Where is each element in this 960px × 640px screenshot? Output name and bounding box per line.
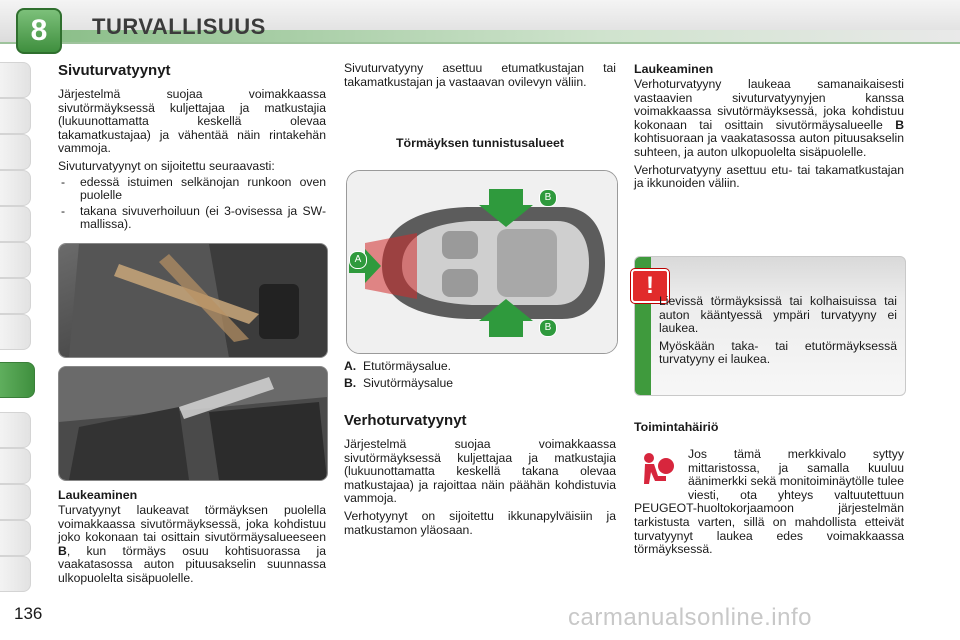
side-tab-8[interactable] [0, 314, 31, 350]
warning-para2: Myöskään taka- tai etutörmäyksessä turvatyyny ei laukea. [659, 338, 897, 367]
warning-text [659, 295, 897, 367]
col1-para2: Sivuturvatyynyt on sijoitettu seuraavasti: [58, 158, 275, 173]
col1-deploy-text [58, 504, 326, 586]
col1-para1: Järjestelmä suojaa voimakkaassa sivutörmäyksessä kuljettajaa ja matkustajia (lukuunottamatta keskellä olevaa takamatkustajaa) ja vähentää näin rintakehän vammoja. [58, 87, 326, 156]
side-tab-11[interactable] [0, 448, 31, 484]
watermark: carmanualsonline.info [568, 604, 812, 631]
side-tab-14[interactable] [0, 556, 31, 592]
warning-box [634, 256, 906, 396]
col3-subheading: Laukeaminen [634, 62, 714, 76]
side-tab-1[interactable] [0, 62, 31, 98]
col1-text [58, 88, 326, 234]
diagram-title: Törmäyksen tunnistusalueet [395, 136, 564, 150]
placement-list [58, 176, 326, 232]
list-item: - edessä istuimen selkänojan runkoon oven puolelle [58, 176, 326, 203]
marker-b-top: B [539, 189, 557, 207]
side-tab-13[interactable] [0, 520, 31, 556]
col3-subheading-malfunction: Toimintahäiriö [634, 420, 719, 434]
legend-item-b: B. Sivutörmäysalue [344, 375, 454, 390]
side-tab-3[interactable] [0, 134, 31, 170]
marker-a: A [349, 251, 367, 269]
col3-malfunction-text [634, 448, 904, 557]
side-tab-active[interactable] [0, 362, 35, 398]
impact-zone-diagram [346, 170, 618, 354]
col3-para2: Verhoturvatyyny asettuu etu- tai takamatkustajan ja ikkunoiden väliin. [634, 162, 904, 191]
col3-para3: Jos tämä merkkivalo syttyy mittaristossa, ja samalla kuuluu äänimerkki sekä monitoiminäytölle tulee viesti, ota yhteys valtuutettuun PEUGEOT-huoltokorjaamoon järjestelmän tarkistusta varten, sillä on mahdollista etteivät turvatyynyt laukea edes voimakkaassa törmäyksessä. [634, 447, 904, 557]
col3-para1: Verhoturvatyyny laukeaa samanaikaisesti vastaavien sivuturvatyynyjen kanssa voimakkaassa sivutörmäyksessä, joka kohdistuu kokonaan tai osittain sivutörmäysalueelle B kohtisuoraan ja vaakatasossa auton pituusakselin suhteen, ja auton ulkopuolelta sisäpuolelle. [634, 77, 904, 159]
col1-para3: Turvatyynyt laukeavat törmäyksen puolella voimakkaassa sivutörmäyksessä, joka kohdistuu joko kokonaan tai osittain sivutörmäysalueeseen B, kun törmäys osuu kohtisuorassa ja vaakatasossa auton pituusakselin suunnassa ulkopuolelta sisäpuolelle. [58, 503, 326, 585]
chapter-badge: 8 [16, 8, 62, 54]
side-tab-5[interactable] [0, 206, 31, 242]
marker-b-bottom: B [539, 319, 557, 337]
col2-curtain-text [344, 438, 616, 537]
page-number: 136 [14, 604, 43, 623]
side-tab-6[interactable] [0, 242, 31, 278]
list-item: - takana sivuverhoiluun (ei 3-ovisessa ja SW-mallissa). [58, 205, 326, 232]
col1-subheading: Laukeaminen [58, 488, 138, 502]
side-tab-4[interactable] [0, 170, 31, 206]
section-heading-curtain-airbags: Verhoturvatyynyt [344, 412, 467, 429]
side-airbag-seat-photo [58, 243, 328, 358]
side-tab-10[interactable] [0, 412, 31, 448]
warning-icon: ! [631, 269, 669, 303]
col2-para2: Järjestelmä suojaa voimakkaassa sivutörmäyksessä kuljettajaa ja matkustajia (lukuunottamatta keskellä takana olevaa matkustajaa) ja rajoittaa näin päähän kohdistuvia vammoja. [344, 437, 616, 506]
page-title: TURVALLISUUS [92, 14, 266, 39]
col2-para3: Verhotyynyt on sijoitettu ikkunapylväisiin ja matkustamon yläosaan. [344, 508, 616, 537]
col2-intro: Sivuturvatyyny asettuu etumatkustajan tai takamatkustajan ja vastaavan ovilevyn väliin. [344, 61, 616, 89]
col3-deploy-text [634, 78, 904, 191]
side-tab-7[interactable] [0, 278, 31, 314]
curtain-airbag-interior-photo [58, 366, 328, 481]
warning-para1: Lievissä törmäyksissä tai kolhaisuissa tai auton kääntyessä ympäri turvatyyny ei laukea. [659, 294, 897, 336]
section-heading-side-airbags: Sivuturvatyynyt [58, 62, 171, 79]
diagram-legend [344, 360, 616, 390]
side-tab-12[interactable] [0, 484, 31, 520]
legend-item-a: A. Etutörmäysalue. [344, 359, 452, 373]
side-tab-2[interactable] [0, 98, 31, 134]
